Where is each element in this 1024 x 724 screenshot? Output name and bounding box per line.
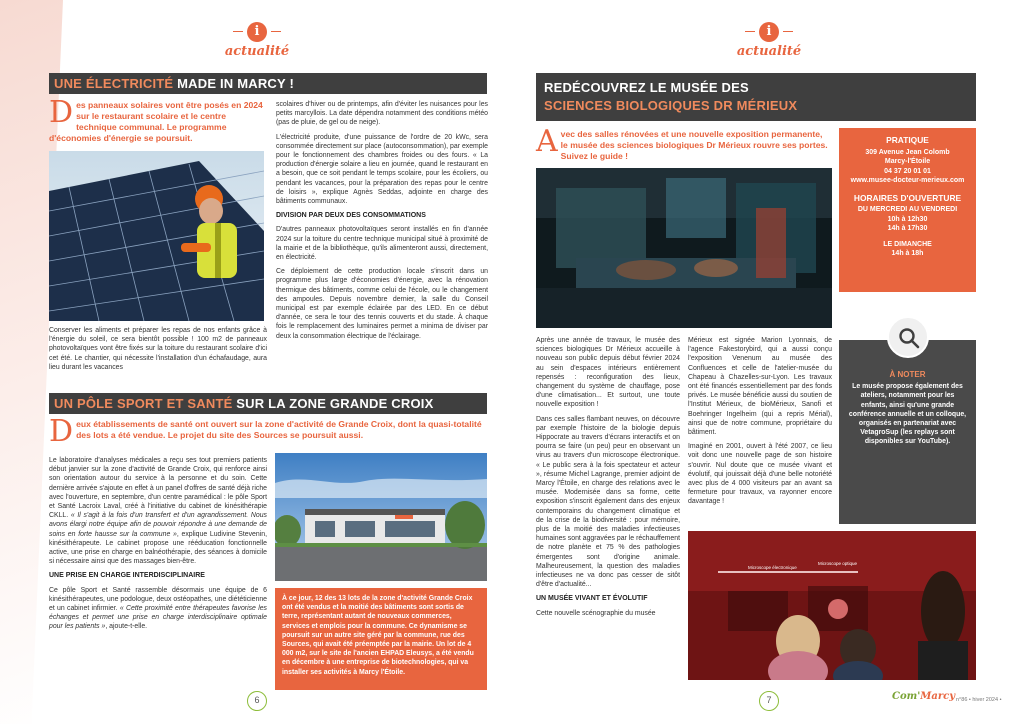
article-lead: Des panneaux solaires vont être posés en 2024 sur le restaurant scolaire et le centre technique communal. Le programme d'économies d'énergie se poursuit. [49, 95, 263, 143]
page-number: 6 [247, 691, 267, 711]
article-title: UNE ÉLECTRICITÉ MADE IN MARCY ! [49, 73, 487, 94]
section-label: actualité [224, 44, 290, 59]
magnifier-badge [887, 316, 929, 358]
section-label: actualité [736, 44, 802, 59]
museum-photo [536, 168, 832, 328]
article-column: Conserver les aliments et préparer les repas de nos enfants grâce à l'énergie du soleil, ce sera bientôt possible ! 100 m2 de panneaux photovoltaïques vont être fixés sur la toiture du restaurant scolaire d'ici cet été. Le chantier, qui nécessite l'installation d'un échafaudage, aura lieu durant les vacances [49, 327, 267, 371]
subheading: UNE PRISE EN CHARGE INTERDISCIPLINAIRE [49, 572, 205, 580]
photo-caption: Microscope optique [818, 561, 858, 566]
article-column: Mérieux est signée Marion Lyonnais, de l'agence Fakestorybird, qui a aussi conçu l'exposition Venenum au musée des Confluences et celle de l'atelier-musée du Chapeau à Chazelles-sur-Lyon. Les travaux ont été financés essentiellement par des fonds privés. Le musée bénéficie aussi du soutien de l'Institut Mérieux, de bioMérieux, Sanofi et Boehringer Ingelheim (qui a repris Mérial), ainsi que de notre commune, propriétaire du bâtiment. Imaginé en 2001, ouvert à l'été 2007, ce lieu voit donc une nouvelle page de son histoire s'ouvrir. Nul doute que ce musée vivant et évolutif, qui jouissait déjà d'une belle notoriété avec plus de 4 000 visiteurs par an avant sa fermeture pour travaux, va rayonner encore davantage ! [688, 337, 832, 506]
page-number: 7 [759, 691, 779, 711]
subheading: UN MUSÉE VIVANT ET ÉVOLUTIF [536, 595, 648, 603]
phone-number: 04 37 20 01 01 [884, 167, 931, 175]
section-header [734, 22, 804, 59]
article-lead: Deux établissements de santé ont ouvert sur la zone d'activité de Grande Croix, dont la quasi-totalité des lots a été vendue. Le projet du site des Sources se poursuit aussi. [49, 414, 482, 449]
building-photo [275, 453, 487, 581]
article-title: REDÉCOUVREZ LE MUSÉE DES SCIENCES BIOLOGIQUES DR MÉRIEUX [536, 73, 976, 121]
article-column: Après une année de travaux, le musée des sciences biologiques Dr Mérieux accueille à nouveau son public depuis début février 2024 au sein d'espaces intérieurs entièrement repensés : reconfiguration des lieux, changement du système de chauffage, pose d'une climatisation... Et surtout, une toute nouvelle exposition ! Dans ces salles flambant neuves, on découvre par exemple l'histoire de la biologie depuis Hippocrate au travers d'écrans interactifs et on pourra se faire (un peu) peur en observant un virus au travers d'un microscope électronique. « Le public sera à la fois spectateur et acteur », résume Michel Lagrange, premier adjoint de Marcy l'Étoile, en charge des relations avec le musée. Modernisée dans sa forme, cette exposition s'inscrit également dans des enjeux contemporains du changement climatique et de la crise de la biodiversité : pour mémoire, plus de la moitié des maladies infectieuses humaines sont aggravées par le réchauffement de notre planète et 75 % des pathologies émergentes sont d'origine animale. Malheureusement, la question des maladies infectieuses ne va donc pas cesser de sitôt d'être d'actualité... UN MUSÉE VIVANT ET ÉVOLUTIF Cette nouvelle scénographie du musée [536, 337, 680, 617]
photo-caption: Microscope électronique [748, 565, 797, 570]
subheading: DIVISION PAR DEUX DES CONSOMMATIONS [276, 212, 426, 220]
issue-footer: n°86 • hiver 2024 • [956, 697, 1002, 703]
solar-panel-photo [49, 151, 264, 321]
children-exhibit-photo [688, 531, 976, 680]
article-lead: Avec des salles rénovées et une nouvelle exposition permanente, le musée des sciences biologiques Dr Mérieux rouvre ses portes. Suivez le guide ! [536, 124, 828, 161]
section-header [222, 22, 292, 59]
article-title: UN PÔLE SPORT ET SANTÉ SUR LA ZONE GRANDE CROIX [49, 393, 487, 414]
magnifier-icon [898, 327, 920, 349]
drop-cap: A [536, 124, 558, 159]
highlight-box: À ce jour, 12 des 13 lots de la zone d'activité Grande Croix ont été vendus et la moitié des bâtiments sont sortis de terre, représentant autant de nouveaux commerces, services et emplois pour la commune. Ce dynamisme se poursuit sur un autre site géré par la commune, rue des Sources, qui avait été préemptée par la mairie. Un lot de 4 000 m2, sur le site de l'ancien EHPAD Eleusys, a été vendu en décembre à une entreprise de biotechnologies, qui va installer ses activités à Marcy l'Étoile. [275, 588, 487, 690]
note-box: À NOTER Le musée propose également des ateliers, notamment pour les enfants, ainsi qu'une grande conférence annuelle et un colloque, organisés en partenariat avec VetagroSup (les replays sont disponibles sur YouTube). [839, 340, 976, 524]
article-column: Le laboratoire d'analyses médicales a reçu ses tout premiers patients début janvier sur la zone d'activité de Grande Croix, qui renforce ainsi son orientation autour du service à la personne et du soin. Cette dernière arrivée s'ajoute en effet à un panel d'offres de santé déjà riche avec l'ouverture, en septembre, d'un centre paramédical : le pôle Sport et Santé Lacroix Laval, créé à l'initiative du cabinet de kinésithérapie CKLL. « Il s'agit à la fois d'un transfert et d'un agrandissement. Nous avons élargi notre équipe afin de pouvoir répondre à une demande de soins en forte hausse sur la commune », explique Ludivine Stevenin, kinésithérapeute. Le cabinet propose une rééducation fonctionnelle active, une prise en charge en balnéothérapie, des séances à domicile si nécessaire ainsi que des massages bien-être. UNE PRISE EN CHARGE INTERDISCIPLINAIRE Ce pôle Sport et Santé rassemble désormais une équipe de 6 kinésithérapeutes, une podologue, deux ostéopathes, une diététicienne et un cabinet infirmier. « Cette proximité entre thérapeutes favorise les échanges et permet une prise en charge interdisciplinaire optimale pour les patients », ajoute-t-elle. [49, 457, 268, 631]
website-link[interactable]: www.musee-docteur-merieux.com [850, 177, 965, 184]
drop-cap: D [49, 414, 74, 449]
practical-info-box: PRATIQUE 309 Avenue Jean Colomb Marcy-l'Étoile 04 37 20 01 01 www.musee-docteur-merieux.com HORAIRES D'OUVERTURE DU MERCREDI AU VENDREDI 10h à 12h30 14h à 17h30 LE DIMANCHE 14h à 18h [839, 128, 976, 292]
magazine-logo: Com'Marcy [892, 691, 955, 702]
article-column: scolaires d'hiver ou de printemps, afin d'éviter les nuisances pour les petits marcyllois. La date dépendra notamment des conditions météo (pas de pluie, de gel ou de neige). L'électricité produite, d'une puissance de l'ordre de 20 kWc, sera consommée directement sur place (autoconsommation), par exemple pour le fonctionnement des chambres froides ou des fours. « La production d'énergie solaire a lieu en journée, quand le restaurant en a besoin, que ce soit pendant le temps scolaire, pour les écoliers, ou pendant les vacances, pour la préparation des repas pour le centre de loisirs », explique Agnès Seddas, adjointe en charge des bâtiments communaux. DIVISION PAR DEUX DES CONSOMMATIONS D'autres panneaux photovoltaïques seront installés en fin d'année 2024 sur la toiture du centre technique municipal situé à proximité de la mairie et de la bibliothèque, qu'ils alimenteront aussi, directement, en électricité. Ce déploiement de cette production locale s'inscrit dans un programme plus large d'économies d'énergie, avec la rénovation thermique des bâtiments, comme celui de l'école, ou le changement des ampoules. Depuis novembre dernier, la salle du Conseil municipal est par exemple éclairée par des LED. En ce début d'année, ce sera le tour des tennis couverts et du stade. À chaque fois le remplacement des luminaires permet a minima de diviser par deux la consommation électrique de l'éclairage. [276, 101, 488, 340]
drop-cap: D [49, 95, 74, 130]
info-icon: i [247, 22, 267, 42]
right-page [512, 0, 1024, 724]
info-icon: i [759, 22, 779, 42]
